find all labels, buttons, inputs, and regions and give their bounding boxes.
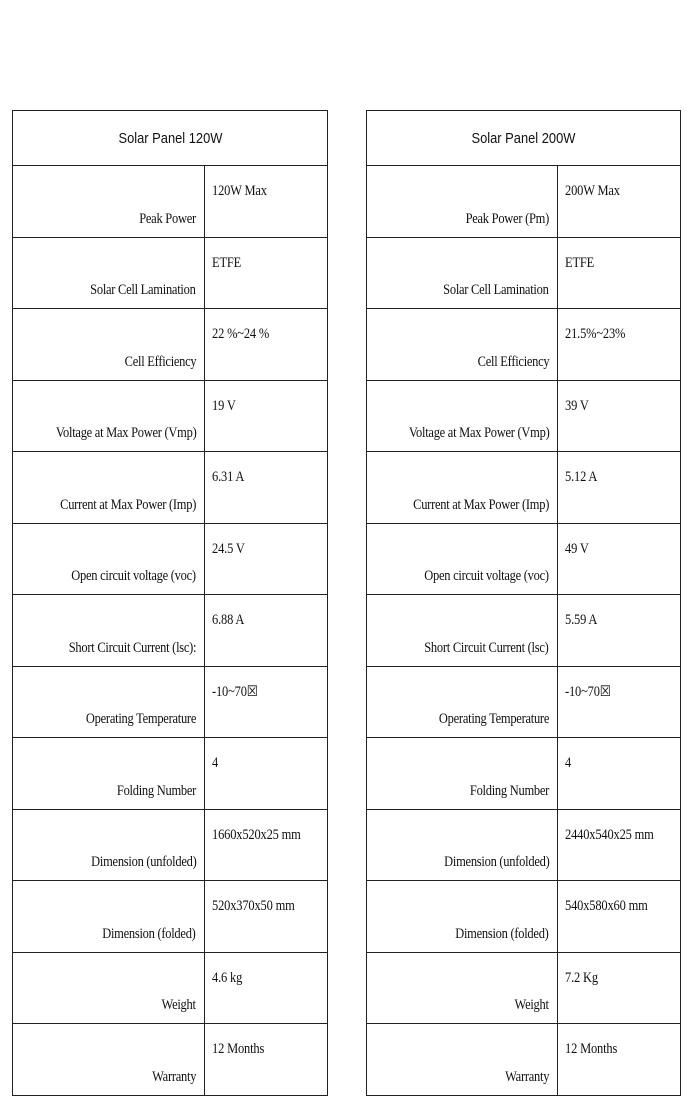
table-title: [13, 111, 328, 166]
spec-value-cell: [205, 595, 328, 667]
spec-label: Open circuit voltage (voc): [71, 568, 196, 584]
spec-label-cell: [13, 237, 205, 309]
spec-value: 22 %~24 %: [212, 326, 270, 342]
table-row: [13, 738, 328, 810]
spec-value: 4: [212, 755, 219, 771]
table-row: [367, 1024, 681, 1096]
spec-label: Dimension (unfolded): [443, 854, 549, 870]
spec-value: 49 V: [565, 540, 589, 557]
table-title-text: Solar Panel 120W: [118, 129, 222, 147]
table-row: [13, 237, 328, 309]
table-row: [13, 309, 328, 381]
spec-value-cell: [558, 738, 681, 810]
spec-label: Warranty: [151, 1068, 196, 1085]
table-row: [13, 452, 328, 524]
spec-label-cell: [367, 595, 558, 667]
table-row: [13, 380, 328, 452]
spec-value: -10~70☒: [212, 683, 258, 700]
spec-label: Voltage at Max Power (Vmp): [408, 425, 549, 441]
table-row: [13, 166, 328, 238]
table-header-row: [13, 111, 328, 166]
table-row: [13, 881, 328, 953]
table-row: [13, 666, 328, 738]
spec-value-cell: [205, 166, 328, 238]
spec-label: Dimension (folded): [102, 925, 196, 942]
spec-value: -10~70☒: [565, 683, 611, 700]
table-row: [367, 309, 681, 381]
spec-label: Folding Number: [116, 782, 196, 799]
spec-label: Voltage at Max Power (Vmp): [55, 425, 196, 441]
table-row: [13, 523, 328, 595]
table-title-text: Solar Panel 200W: [471, 129, 576, 147]
spec-value-cell: [558, 309, 681, 381]
spec-label-cell: [13, 666, 205, 738]
spec-label-cell: [367, 237, 558, 309]
spec-label: Warranty: [504, 1068, 549, 1085]
spec-label-cell: [13, 881, 205, 953]
spec-value: ETFE: [212, 254, 242, 271]
spec-value-cell: [558, 166, 681, 238]
table-row: [13, 1024, 328, 1096]
spec-label-cell: [367, 309, 558, 381]
spec-value: 4: [565, 755, 572, 771]
spec-value: 540x580x60 mm: [565, 898, 648, 914]
spec-label: Solar Cell Lamination: [90, 282, 196, 298]
spec-value-cell: [558, 452, 681, 524]
spec-label-cell: [13, 595, 205, 667]
spec-value: 24.5 V: [212, 540, 245, 557]
spec-label: Weight: [161, 997, 196, 1013]
spec-label-cell: [367, 809, 558, 881]
spec-value: 7.2 Kg: [565, 969, 598, 986]
spec-value: 12 Months: [212, 1041, 265, 1057]
spec-value-cell: [558, 523, 681, 595]
spec-label-cell: [367, 166, 558, 238]
spec-label-cell: [13, 738, 205, 810]
spec-label-cell: [367, 452, 558, 524]
table-header-row: [367, 111, 681, 166]
table-row: [367, 595, 681, 667]
spec-value-cell: [205, 380, 328, 452]
spec-label-cell: [13, 309, 205, 381]
spec-label: Peak Power (Pm): [465, 210, 549, 227]
spec-value-cell: [205, 523, 328, 595]
spec-value: 6.31 A: [212, 469, 245, 485]
table-row: [367, 523, 681, 595]
spec-value-cell: [558, 881, 681, 953]
spec-label: Cell Efficiency: [124, 353, 196, 370]
spec-value: 5.12 A: [565, 469, 598, 485]
spec-value-cell: [205, 452, 328, 524]
spec-value: 120W Max: [212, 183, 267, 199]
spec-value: 520x370x50 mm: [212, 898, 295, 914]
spec-label-cell: [367, 666, 558, 738]
spec-value-cell: [558, 809, 681, 881]
table-row: [367, 237, 681, 309]
spec-value-cell: [205, 809, 328, 881]
spec-label: Folding Number: [469, 782, 549, 799]
spec-value: 4.6 kg: [212, 969, 243, 986]
table-row: [367, 380, 681, 452]
spec-value: 2440x540x25 mm: [565, 826, 654, 843]
table-row: [367, 809, 681, 881]
spec-label: Short Circuit Current (lsc):: [68, 639, 196, 656]
spec-label-cell: [13, 452, 205, 524]
spec-value-cell: [205, 1024, 328, 1096]
spec-value-cell: [205, 738, 328, 810]
spec-label: Cell Efficiency: [477, 353, 549, 370]
spec-value: 6.88 A: [212, 612, 245, 628]
spec-value-cell: [558, 237, 681, 309]
spec-value-cell: [558, 666, 681, 738]
spec-value: 39 V: [565, 397, 589, 414]
spec-value: 12 Months: [565, 1041, 618, 1057]
spec-value: 21.5%~23%: [565, 326, 626, 342]
spec-label-cell: [367, 380, 558, 452]
spec-label: Current at Max Power (Imp): [413, 496, 549, 513]
spec-label: Short Circuit Current (lsc): [424, 639, 549, 656]
spec-label: Dimension (folded): [455, 925, 549, 942]
spec-label-cell: [367, 1024, 558, 1096]
table-row: [367, 666, 681, 738]
spec-label: Weight: [514, 997, 549, 1013]
spec-label: Solar Cell Lamination: [443, 282, 549, 298]
spec-value: 5.59 A: [565, 612, 598, 628]
table-row: [13, 595, 328, 667]
spec-table-120w: [12, 110, 328, 1096]
spec-value: ETFE: [565, 254, 595, 271]
spec-value-cell: [205, 309, 328, 381]
spec-value-cell: [205, 237, 328, 309]
spec-label: Operating Temperature: [85, 711, 196, 727]
table-row: [13, 809, 328, 881]
spec-value-cell: [558, 380, 681, 452]
spec-value-cell: [558, 1024, 681, 1096]
spec-value: 19 V: [212, 397, 236, 414]
table-row: [367, 452, 681, 524]
table-row: [367, 738, 681, 810]
spec-value-cell: [558, 595, 681, 667]
spec-label: Peak Power: [139, 210, 196, 227]
spec-value-cell: [205, 881, 328, 953]
spec-label: Current at Max Power (Imp): [60, 496, 196, 513]
spec-label-cell: [13, 1024, 205, 1096]
spec-value: 200W Max: [565, 183, 620, 199]
spec-label-cell: [367, 881, 558, 953]
spec-label: Open circuit voltage (voc): [424, 568, 549, 584]
spec-label-cell: [13, 380, 205, 452]
spec-value-cell: [205, 666, 328, 738]
spec-table-200w: [366, 110, 681, 1096]
spec-label-cell: [367, 738, 558, 810]
spec-label-cell: [13, 809, 205, 881]
spec-label-cell: [13, 166, 205, 238]
spec-value: 1660x520x25 mm: [212, 826, 301, 843]
spec-label-cell: [367, 523, 558, 595]
spec-label: Operating Temperature: [438, 711, 549, 727]
spec-label: Dimension (unfolded): [90, 854, 196, 870]
table-row: [367, 881, 681, 953]
spec-label-cell: [13, 523, 205, 595]
table-title: [367, 111, 681, 166]
table-row: [367, 166, 681, 238]
